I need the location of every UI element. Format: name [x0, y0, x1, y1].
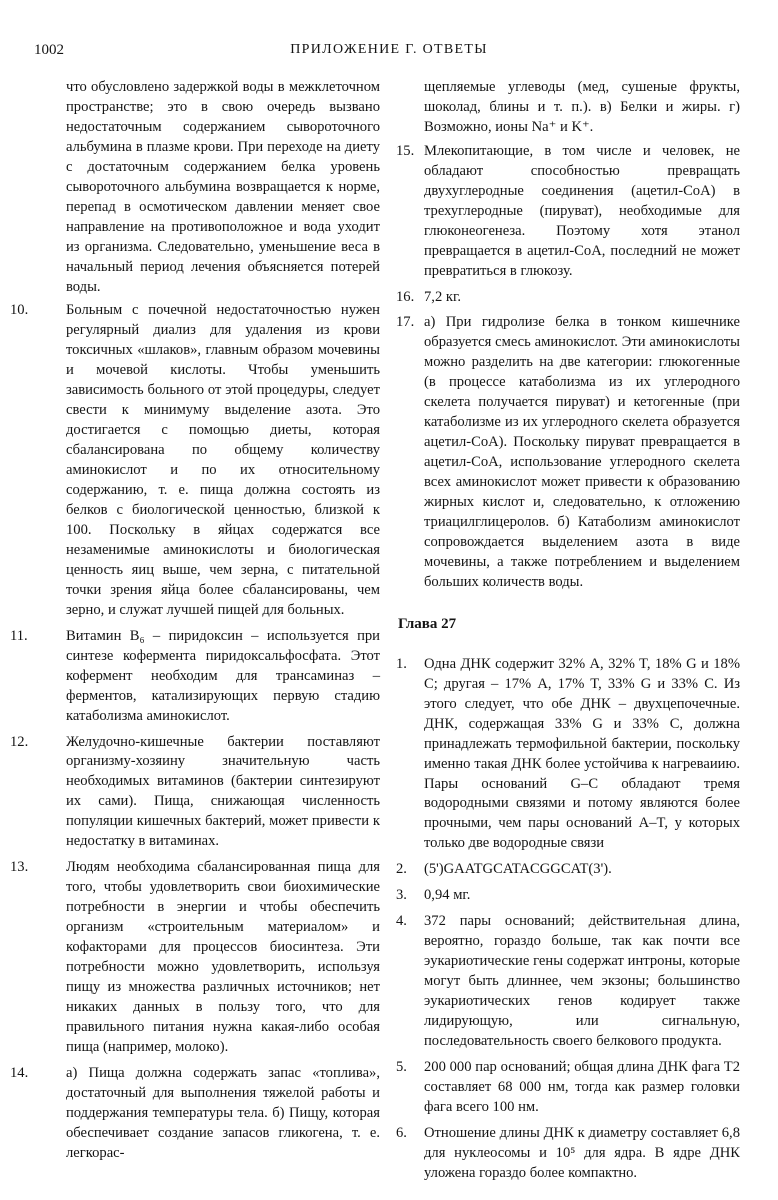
chapter-answer-3 [398, 886, 740, 906]
chapter-answer-1 [398, 655, 740, 855]
answer-text: Людям необходима сбалансированная пища для того, чтобы удовлетворить свои биохимические потребности в энергии и чтобы обеспечить организм «строительным материалом» и кофакторами для процессов биосинтеза. Эти потребности можно удовлетворить, используя пищу из множества различных источников; нет никаких данных в пользу того, что для правильного питания нужна какая-либо особая пища (например, молоко). [66, 859, 380, 1055]
chapter-answer-4 [398, 912, 740, 1052]
answer-text: Отношение длины ДНК к диаметру составляет 6,8 для нуклеосомы и 10⁵ для ядра. В ядре ДНК уложена гораздо более компактно. [424, 1124, 740, 1181]
answer-number: 6. [396, 1124, 407, 1141]
answer-list [10, 301, 380, 1163]
chapter-answer-6 [398, 1124, 740, 1184]
answer-number: 2. [396, 861, 407, 878]
answer-number: 17. [396, 314, 415, 331]
chapter-heading: Глава 27 [398, 615, 457, 632]
answer-number: 13. [10, 859, 29, 876]
answer-text: Желудочно-кишечные бактерии поставляют организму-хозяину значительную часть необходимых витаминов (бактерии синтезируют их сами). Пища, снижающая численность популяции кишечных бактерий, может привести к недостатку в витаминах. [66, 733, 380, 850]
continuation-paragraph: щепляемые углеводы (мед, сушеные фрукты, шоколад, блины и т. п.). в) Белки и жиры. г) Возможно, ионы Na⁺ и K⁺. [424, 79, 740, 135]
answer-11 [10, 627, 380, 727]
answer-text: Одна ДНК содержит 32% A, 32% T, 18% G и 18% C; другая – 17% A, 17% T, 33% G и 33% C. Из этого следует, что обе ДНК – двухцепочечные. ДНК, содержащая 33% G и 33% C, должна принадлежать термофильной бактерии, поскольку именно такая ДНК более устойчива к нагреваиию. Пары оснований G–C обладают тремя водородными связями и потому являются более прочными, чем пары оснований A–T, у которых только две водородные связи [424, 655, 740, 852]
page-number: 1002 [34, 42, 64, 58]
chapter-answer-5 [398, 1058, 740, 1118]
answer-text: Млекопитающие, в том числе и человек, не обладают способностью превращать двухуглеродные соединения (ацетил-CoA) в трехуглеродные (пируват), необходимые для глюконеогенеза. Поэтому хотя этанол превращается в ацетил-CoA, последний не может превратиться в глюкозу. [424, 142, 740, 279]
running-head: ПРИЛОЖЕНИЕ Г. ОТВЕТЫ [290, 42, 488, 57]
answer-12 [10, 733, 380, 853]
continuation-paragraph: что обусловлено задержкой воды в межклеточном пространстве; это в свою очередь вызвано недостаточным содержанием сывороточного альбумина в плазме крови. При переходе на диету с достаточным содержанием белка уровень сывороточного альбумина возвращается к норме, перепад в осмотическом давлении меняет свое направление на противоположное и вода уходит из организма. Следовательно, уменьшение веса в начальный период лечения объясняется потерей воды. [66, 79, 380, 295]
answer-text: Витамин B₆ – пиридоксин – используется при синтезе кофермента пиридоксальфосфата. Этот кофермент необходим для трансаминаз – ферментов, катализирующих первую стадию катаболизма аминокислот. [66, 627, 380, 724]
answer-text: а) При гидролизе белка в тонком кишечнике образуется смесь аминокислот. Эти аминокислоты можно разделить на две категории: глюкогенные (в процессе катаболизма из их углеродного скелета получается пируват) и кетогенные (при катаболизме из их углеродного скелета образуется ацетил-CoA). Поскольку пируват превращается в ацетил-CoA, использование углеродного скелета всех аминокислот может привести к образованию жирных кислот и, следовательно, к отложению триацилглицеролов. б) Катаболизм аминокислот сопровождается выделением азота в виде мочевины, а также потреблением и выделением больших количеств воды. [424, 314, 740, 590]
answer-text: 7,2 кг. [424, 288, 461, 305]
answer-14 [10, 1064, 380, 1164]
chapter-answer-list [398, 655, 740, 1184]
answer-text: 0,94 мг. [424, 887, 471, 904]
answer-text: 200 000 пар оснований; общая длина ДНК фага T2 составляет 68 000 нм, тогда как размер головки фага всего 100 нм. [424, 1058, 740, 1115]
answer-text: 372 пары оснований; действительная длина, вероятно, гораздо больше, так как почти все эукариотические гены содержат интроны, которые могут быть длиннее, чем экзоны; большинство эукариотических генов кодирует также лидирующую, или сигнальную, последовательность своего белкового продукта. [424, 913, 740, 1049]
answer-number: 14. [10, 1064, 29, 1081]
answer-number: 5. [396, 1058, 407, 1075]
answer-16 [398, 288, 740, 308]
answer-number: 1. [396, 655, 407, 672]
answer-17 [398, 313, 740, 592]
answer-text: Больным с почечной недостаточностью нужен регулярный диализ для удаления из крови токсичных «шлаков», главным образом мочевины и мочевой кислоты. Чтобы уменьшить зависимость больного от этой процедуры, следует свести к минимуму выделение азота. Это достигается с помощью диеты, которая сбалансирована по общему количеству аминокислот и по их относительному содержанию, т. е. пища должна состоять из белков с биологической ценностью, близкой к 100. Поскольку в яйцах содержатся все незаменимые аминокислоты и биологическая ценность яиц выше, чем зерна, с питательной точки зрения яйца более сбалансированы, чем зерно, и служат лучшей пищей для больных. [66, 302, 380, 618]
answer-13 [10, 858, 380, 1058]
answer-list [398, 142, 740, 593]
answer-text: (5')GAATGCATACGGCAT(3'). [424, 861, 612, 878]
answer-number: 4. [396, 913, 407, 930]
answer-number: 11. [10, 627, 28, 644]
answer-text: а) Пища должна содержать запас «топлива», достаточный для выполнения тяжелой работы и поддержания температуры тела. б) Пищу, которая обеспечивает создание запасов гликогена, т. е. легкорас- [66, 1064, 380, 1161]
right-column [398, 78, 740, 1190]
chapter-answer-2 [398, 860, 740, 880]
answer-10 [10, 301, 380, 620]
answer-number: 16. [396, 288, 415, 305]
answer-number: 10. [10, 302, 29, 319]
answer-number: 15. [396, 142, 415, 159]
answer-number: 12. [10, 733, 29, 750]
answer-number: 3. [396, 887, 407, 904]
left-column [10, 78, 380, 1170]
answer-15 [398, 142, 740, 282]
